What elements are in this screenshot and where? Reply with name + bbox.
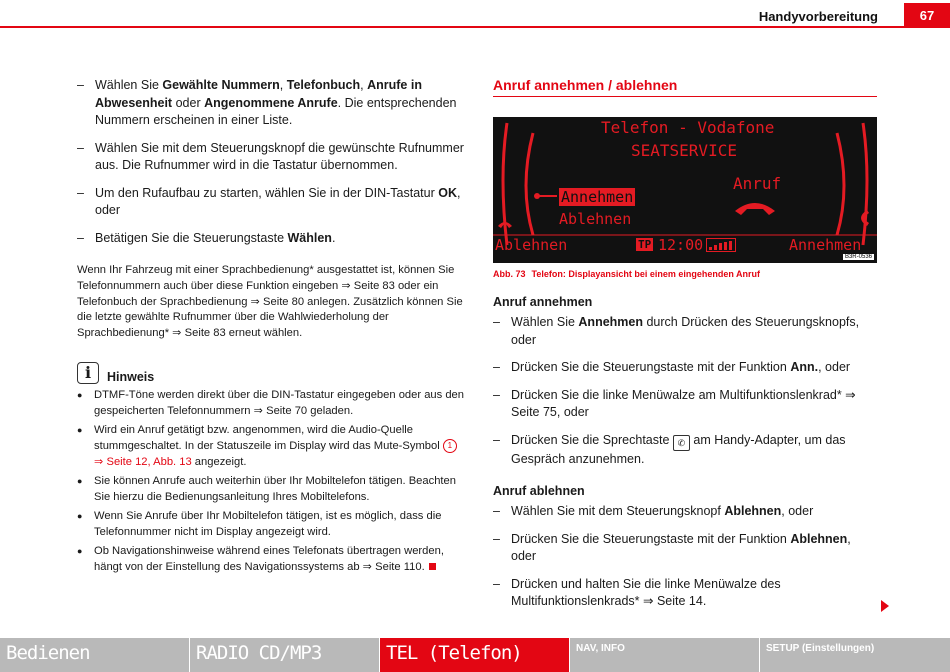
reject-phone-icon bbox=[497, 217, 513, 229]
instruction-item: – Drücken Sie die Steuerungstaste mit der Funktion Ablehnen, oder bbox=[493, 531, 877, 566]
instruction-item: – Wählen Sie Annehmen durch Drücken des Steuerungsknopfs, oder bbox=[493, 314, 877, 349]
display-contact-name: SEATSERVICE bbox=[631, 141, 737, 160]
figure-code: B3R-0536 bbox=[844, 254, 872, 260]
display-option-accept: Annehmen bbox=[561, 188, 634, 206]
tab-bedienen[interactable]: Bedienen bbox=[0, 638, 190, 672]
softkey-accept: Annehmen bbox=[789, 236, 862, 254]
section-title: Anruf annehmen / ablehnen bbox=[493, 77, 877, 97]
page-header-title: Handyvorbereitung bbox=[758, 9, 878, 24]
instruction-item: – Drücken Sie die linke Menüwalze am Multifunktionslenkrad* ⇒ Seite 75, oder bbox=[493, 387, 877, 422]
instruction-item: – Drücken Sie die Sprechtaste ✆ am Handy-Adapter, um das Gespräch anzunehmen. bbox=[493, 432, 877, 469]
talk-key-icon: ✆ bbox=[673, 435, 690, 451]
callout-number: 1 bbox=[443, 439, 457, 453]
instruction-item: – Wählen Sie Gewählte Nummern, Telefonbuch, Anrufe in Abwesenheit oder Angenommene Anrufe. Die entsprechenden Nummern erscheinen in einer Liste. bbox=[77, 77, 465, 130]
instruction-item: – Wählen Sie mit dem Steuerungsknopf Ablehnen, oder bbox=[493, 503, 877, 521]
phone-handset-icon bbox=[733, 197, 777, 217]
display-title: Telefon - Vodafone bbox=[601, 118, 775, 137]
display-option-reject: Ablehnen bbox=[559, 210, 632, 228]
display-call-label: Anruf bbox=[733, 174, 782, 193]
note-bullet: ● Ob Navigationshinweise während eines Telefonats übertragen werden, hängt von der Einstellung des Navigationssystems ab ⇒ Seite 110. bbox=[77, 543, 465, 575]
subheading-reject: Anruf ablehnen bbox=[493, 484, 585, 498]
tab-telefon[interactable]: TEL (Telefon) bbox=[380, 638, 570, 672]
section-end-marker bbox=[429, 563, 436, 570]
figure-caption: Abb. 73 Telefon: Displayansicht bei einem eingehenden Anruf bbox=[493, 269, 761, 279]
page-reference-link[interactable]: ⇒ Seite 12, Abb. 13 bbox=[94, 455, 192, 468]
note-bullet: ● DTMF-Töne werden direkt über die DIN-Tastatur eingegeben oder aus den gespeicherten Telefonnummern ⇒ Seite 70 geladen. bbox=[77, 387, 465, 419]
next-page-arrow-icon[interactable] bbox=[881, 600, 889, 612]
phone-display-figure bbox=[493, 117, 877, 263]
right-column bbox=[493, 77, 877, 621]
signal-strength-icon bbox=[706, 238, 736, 252]
softkey-reject: Ablehnen bbox=[495, 236, 568, 254]
chapter-tabs bbox=[0, 638, 950, 672]
instruction-item: – Drücken Sie die Steuerungstaste mit der Funktion Ann., oder bbox=[493, 359, 877, 377]
tp-indicator: TP bbox=[638, 238, 652, 251]
note-bullet: ● Wird ein Anruf getätigt bzw. angenommen, wird die Audio-Quelle stummgeschaltet. In der Statuszeile im Display wird das Mute-Symbol 1 ⇒ Seite 12, Abb. 13 angezeigt. bbox=[77, 422, 465, 470]
left-column bbox=[77, 77, 465, 575]
note-bullet: ● Wenn Sie Anrufe über Ihr Mobiltelefon tätigen, ist es möglich, dass die Telefonnummer nicht im Display angezeigt wird. bbox=[77, 508, 465, 540]
info-icon: i bbox=[77, 362, 99, 384]
tab-radio[interactable]: RADIO CD/MP3 bbox=[190, 638, 380, 672]
instruction-item: – Um den Rufaufbau zu starten, wählen Sie in der DIN-Tastatur OK, oder bbox=[77, 185, 465, 220]
tab-setup[interactable]: SETUP (Einstellungen) bbox=[760, 638, 950, 672]
instruction-item: – Wählen Sie mit dem Steuerungsknopf die gewünschte Rufnummer aus. Die Rufnummer wird in die Tastatur übernommen. bbox=[77, 140, 465, 175]
note-title: Hinweis bbox=[107, 369, 155, 384]
accept-phone-icon bbox=[857, 209, 871, 227]
page-number: 67 bbox=[904, 3, 950, 26]
display-clock: 12:00 bbox=[658, 236, 704, 254]
instruction-item: – Drücken und halten Sie die linke Menüwalze des Multifunktionslenkrads* ⇒ Seite 14. bbox=[493, 576, 877, 611]
tab-nav-info[interactable]: NAV, INFO bbox=[570, 638, 760, 672]
subheading-accept: Anruf annehmen bbox=[493, 295, 593, 309]
speech-control-paragraph: Wenn Ihr Fahrzeug mit einer Sprachbedienung* ausgestattet ist, können Sie Telefonnummern auch über diese Funktion eingeben ⇒ Seite 83 oder ein Telefonbuch der Sprachbedienung ⇒ Seite 80 anlegen. Zusätzlich können Sie die letzte gewählte Rufnummer über die Wahlwiederholung der Sprachbedienung* ⇒ Seite 83 erneut wählen. bbox=[77, 264, 463, 340]
note-bullet: ● Sie können Anrufe auch weiterhin über Ihr Mobiltelefon tätigen. Beachten Sie hierzu die Bedienungsanleitung Ihres Mobiltelefons. bbox=[77, 473, 465, 505]
note-header bbox=[77, 362, 465, 384]
header-rule bbox=[0, 26, 950, 28]
instruction-item: – Betätigen Sie die Steuerungstaste Wählen. bbox=[77, 230, 465, 248]
